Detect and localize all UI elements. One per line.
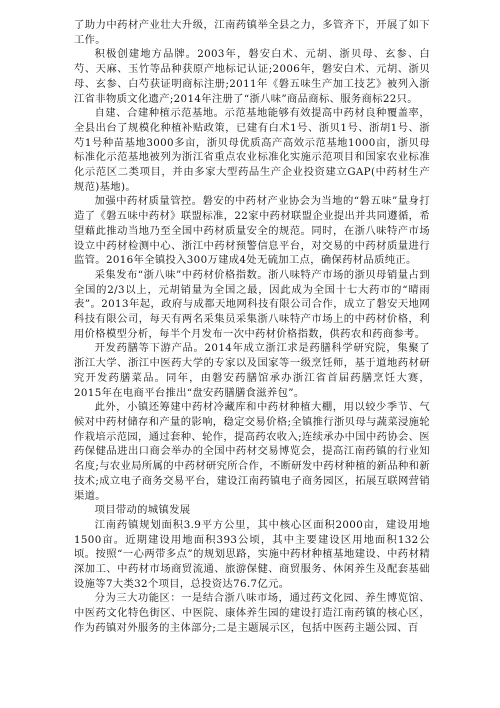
paragraph-demo-base: 自建、合建种植示范基地。示范基地能够有效提高中药材良种覆盖率，全县出台了规模化种植补贴政策，已建有白术1号、浙贝1号、浙胡1号、浙芍1号种苗基地3000多亩，浙贝母优质高产高效示范基地1000亩，浙贝母标准化示范基地被列为浙江省重点农业标准化实施示范项目和国家农业标准化示范区二类项目，并由多家大型药品生产企业投资建立GAP(中药材生产规范)基地)。 [74, 107, 430, 193]
paragraph-functional-zones: 分为三大功能区：一是结合浙八味市场，通过药文化园、养生博览馆、中医药文化特色街区、中医院、康体养生园的建设打造江南药镇的核心区，作为药镇对外服务的主体部分;二是主题展示区，包括中医药主题公园、百 [74, 592, 430, 634]
paragraph-quality-control: 加强中药材质量管控。磐安的中药材产业协会为当地的“磐五味”量身打造了《磐五味中药材》联盟标准，22家中药材联盟企业提出并共同遵循，希望藉此推动当地乃至全国中药材质量安全的规范。同时，在浙八味特产市场设立中药材检测中心、浙江中药材预警信息平台，对交易的中药材质量进行监管。2016年全镇投入300万建成4处无硫加工点，确保药材品质纯正。 [74, 195, 430, 267]
paragraph-additional-measures: 此外，小镇还筹建中药材冷藏库和中药材种植大棚，用以较少季节、气候对中药材储存和产量的影响，稳定交易价格;全镇推行浙贝母与蔬菜浸施轮作栽培示范园，通过套种、轮作，提高药农收入;连续承办中国中药协会、医药保健品进出口商会举办的全国中药材交易博览会，提高江南药镇的行业知名度;与农业局所属的中药材研究所合作，不断研发中药材种植的新品种和新技术;成立电子商务交易平台，建设江南药镇电子商务园区，拓展互联网营销渠道。 [74, 401, 430, 502]
paragraph-price-index: 采集发布“浙八味”中药材价格指数。浙八味特产市场的浙贝母销量占到全国的2/3以上，元胡销量为全国之最，因此成为全国十七大药市的“晴雨表”。2013年起，政府与成都天地网科技有限公司合作，成立了磐安天地网科技有限公司，每天有两名采集员采集浙八味特产市场上的中药材价格，利用价格模型分析，每半个月发布一次中药材价格指数，供药农和药商参考。 [74, 268, 430, 340]
paragraph-intro-continued: 了助力中药材产业壮大升级，江南药镇举全县之力，多管齐下，开展了如下工作。 [74, 19, 430, 46]
paragraph-planning-area: 江南药镇规划面积3.9平方公里，其中核心区面积2000亩，建设用地1500亩。近期建设用地面积393公顷，其中主要建设区用地面积132公顷。按照“一心两带多点”的规划思路，实施中药材种植基地建设、中药材精深加工、中药材市场商贸流通、旅游保健、商贸服务、休闲养生及配套基础设施等7大类32个项目，总投资达76.7亿元。 [74, 518, 430, 590]
paragraph-downstream-products: 开发药膳等下游产品。2014年成立浙江求是药膳科学研究院，集聚了浙江大学、浙江中医药大学的专家以及国家等一级烹饪师，基于道地药材研究开发药膳菜品。同年，由磐安药膳馆承办浙江省首届药膳烹饪大赛，2015年在电商平台推出“盘安药膳膳食滋养包”。 [74, 342, 430, 399]
section-heading: 项目带动的城镇发展 [94, 504, 191, 517]
paragraph-local-brand: 积极创建地方品牌。2003年，磐安白术、元胡、浙贝母、玄参、白芍、天麻、玉竹等品种获原产地标记认证;2006年，磐安白术、元胡、浙贝母、玄参、白芍获证明商标注册;2011年《磐五味生产加工技艺》被列入浙江省非物质文化遗产;2014年注册了“浙八味”商品商标、服务商标22只。 [74, 48, 430, 105]
